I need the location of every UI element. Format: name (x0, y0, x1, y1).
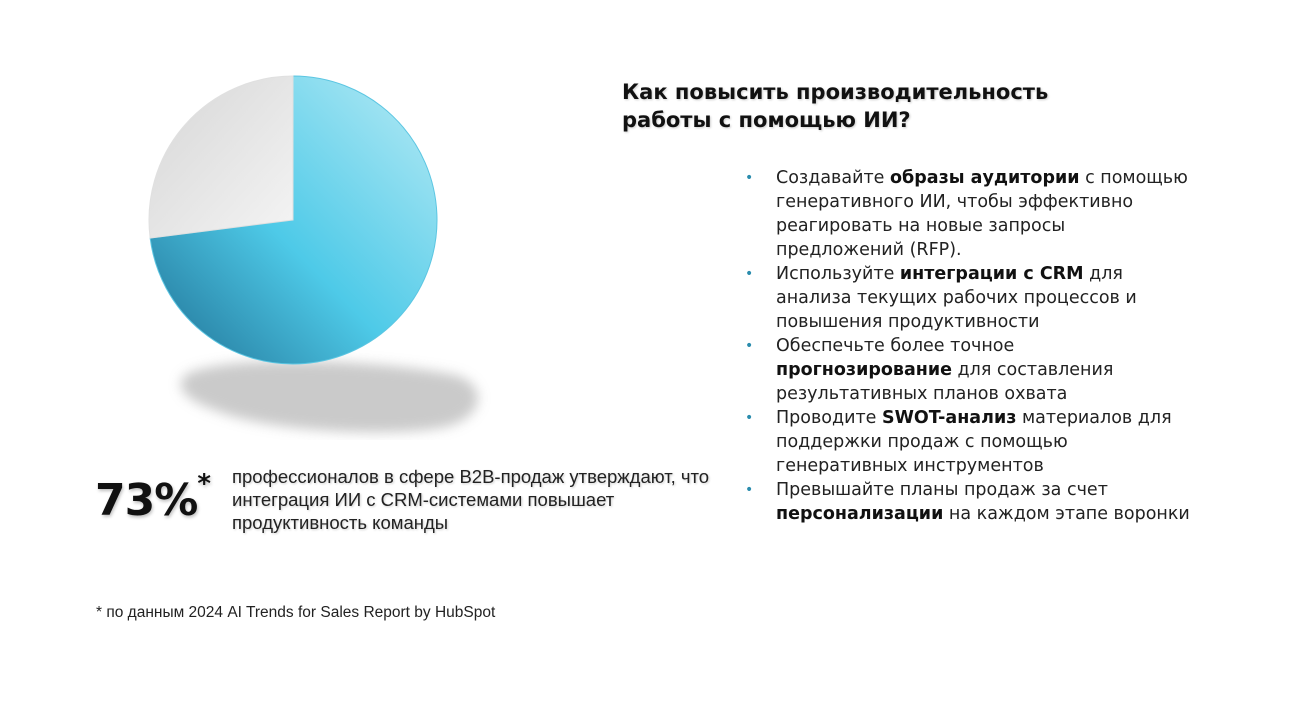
page-title (622, 78, 1122, 134)
pie-chart (140, 70, 500, 440)
tip-text-after: для составления результативных планов охвата (776, 360, 1114, 404)
tip-text-before: Используйте (776, 264, 900, 284)
tip-text-before: Обеспечьте более точное (776, 336, 1015, 356)
bullet-icon: • (745, 338, 754, 354)
tip-text-after: материалов для поддержки продаж с помощью генеративных инструментов (776, 408, 1172, 476)
tip-item (745, 334, 1195, 406)
tip-item (745, 406, 1195, 478)
tip-text-before: Превышайте планы продаж за счет (776, 480, 1108, 500)
tip-highlight: прогнозирование (776, 360, 952, 380)
bullet-icon: • (745, 482, 754, 498)
tip-highlight: образы аудитории (890, 168, 1080, 188)
tips-list (745, 166, 1195, 526)
pie-slice (149, 76, 293, 238)
tip-highlight: персонализации (776, 504, 944, 524)
footnote: * по данным 2024 AI Trends for Sales Report by HubSpot (96, 604, 496, 621)
bullet-icon: • (745, 266, 754, 282)
stat-description: профессионалов в сфере B2B-продаж утверждают, что интеграция ИИ с CRM-системами повышает продуктивность команды (232, 466, 710, 533)
stat-asterisk: * (197, 469, 211, 499)
tip-item (745, 166, 1195, 262)
pie-shadow (181, 361, 478, 432)
tip-text-before: Создавайте (776, 168, 890, 188)
title-line-2: работы с помощью ИИ? (622, 108, 911, 132)
tip-item (745, 262, 1195, 334)
stat-percentage (95, 469, 211, 526)
tip-text-after: с помощью генеративного ИИ, чтобы эффективно реагировать на новые запросы предложений (RFP). (776, 168, 1188, 260)
title-line-1: Как повысить производительность (622, 80, 1049, 104)
tip-highlight: SWOT-анализ (882, 408, 1017, 428)
tip-text-after: для анализа текущих рабочих процессов и повышения продуктивности (776, 264, 1137, 332)
tip-highlight: интеграции с CRM (899, 264, 1084, 284)
bullet-icon: • (745, 170, 754, 186)
bullet-icon: • (745, 410, 754, 426)
tip-text-before: Проводите (776, 408, 882, 428)
stat-number-value: 73% (95, 475, 198, 526)
tip-text-after: на каждом этапе воронки (943, 504, 1190, 524)
tip-item (745, 478, 1195, 526)
